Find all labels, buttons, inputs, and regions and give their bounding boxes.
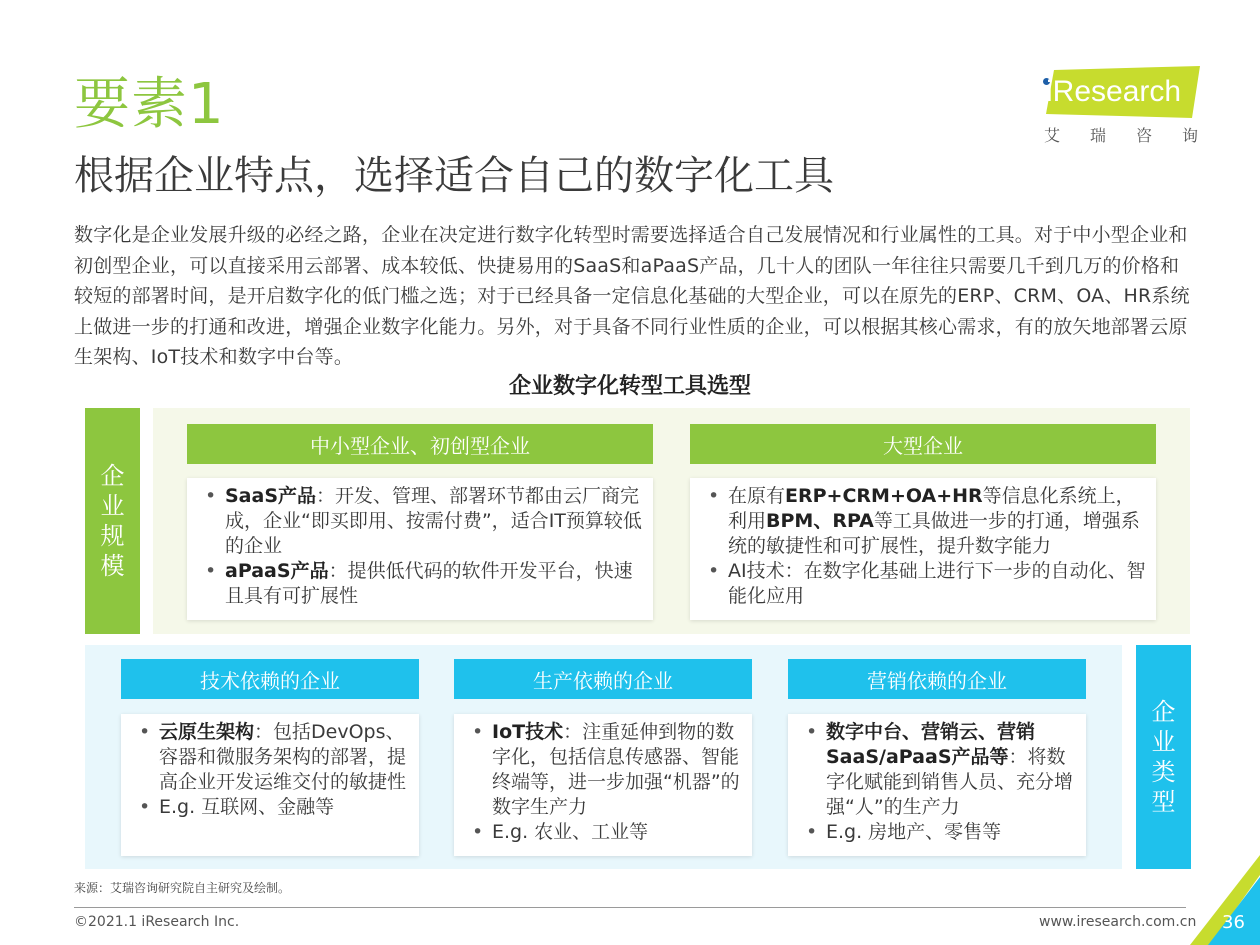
enterprise-scale-label (85, 408, 140, 634)
list-item: • E.g. 互联网、金融等 (135, 795, 409, 820)
label-char: 业 (1151, 728, 1176, 756)
intro-paragraph: 数字化是企业发展升级的必经之路，企业在决定进行数字化转型时需要选择适合自己发展情况和行业属性的工具。对于中小型企业和初创型企业，可以直接采用云部署、成本较低、快捷易用的SaaS和aPaaS产品，几十人的团队一年往往只需要几千到几万的价格和较短的部署时间，是开启数字化的低门槛之选；对于已经具备一定信息化基础的大型企业，可以在原先的ERP、CRM、OA、HR系统上做进一步的打通和改进，增强企业数字化能力。另外，对于具备不同行业性质的企业，可以根据其核心需求，有的放矢地部署云原生架构、IoT技术和数字中台等。 (74, 224, 1190, 368)
marketing-dependent-card (788, 714, 1086, 856)
list-item: • 在原有ERP+CRM+OA+HR等信息化系统上，利用BPM、RPA等工具做进一步的打通，增强系统的敏捷性和可扩展性，提升数字能力 (704, 484, 1146, 559)
tech-dependent-card (121, 714, 419, 856)
list-item: • E.g. 农业、工业等 (468, 820, 742, 845)
marketing-dependent-header: 营销依赖的企业 (788, 659, 1086, 699)
logo-chinese-name (1044, 123, 1198, 146)
list-item: • IoT技术：注重延伸到物的数字化，包括信息传感器、智能终端等，进一步加强“机器”的数字生产力 (468, 720, 742, 820)
list-item: • SaaS产品：开发、管理、部署环节都由云厂商完成，企业“即买即用、按需付费”，适合IT预算较低的企业 (201, 484, 643, 559)
label-char: 规 (100, 522, 125, 550)
label-char: 企 (100, 462, 125, 490)
large-enterprise-header: 大型企业 (690, 424, 1156, 464)
tech-dependent-header: 技术依赖的企业 (121, 659, 419, 699)
logo-char: 艾 (1044, 126, 1061, 145)
diagram-title: 企业数字化转型工具选型 (508, 374, 751, 399)
sme-startup-header: 中小型企业、初创型企业 (187, 424, 653, 464)
footer-divider (74, 907, 1186, 908)
logo-char: 瑞 (1089, 126, 1106, 145)
production-dependent-header: 生产依赖的企业 (454, 659, 752, 699)
list-item: • 数字中台、营销云、营销SaaS/aPaaS产品等：将数字化赋能到销售人员、充分增强“人”的生产力 (802, 720, 1076, 820)
label-char: 业 (100, 492, 125, 520)
section-title: 要素1 (74, 72, 225, 137)
label-char: 类 (1151, 758, 1176, 786)
page-number: 36 (1222, 912, 1245, 933)
list-item: • aPaaS产品：提供低代码的软件开发平台，快速且具有可扩展性 (201, 559, 643, 609)
enterprise-type-label (1136, 645, 1191, 869)
source-note: 来源：艾瑞咨询研究院自主研究及绘制。 (74, 881, 291, 895)
logo-char: 询 (1181, 126, 1198, 145)
list-item: • E.g. 房地产、零售等 (802, 820, 1076, 845)
label-char: 型 (1151, 788, 1176, 816)
iresearch-logo (1040, 66, 1200, 146)
copyright-text: ©2021.1 iResearch Inc. (74, 914, 240, 930)
page-subtitle: 根据企业特点，选择适合自己的数字化工具 (74, 153, 834, 199)
list-item: • 云原生架构：包括DevOps、容器和微服务架构的部署，提高企业开发运维交付的敏捷性 (135, 720, 409, 795)
label-char: 企 (1151, 698, 1176, 726)
list-item: • AI技术：在数字化基础上进行下一步的自动化、智能化应用 (704, 559, 1146, 609)
logo-wordmark: iResearch (1046, 75, 1182, 108)
large-enterprise-card (690, 478, 1156, 620)
label-char: 模 (100, 552, 125, 580)
logo-char: 咨 (1135, 126, 1152, 145)
sme-startup-card (187, 478, 653, 620)
production-dependent-card (454, 714, 752, 856)
corner-decoration-icon (1180, 855, 1260, 945)
website-link[interactable]: www.iresearch.com.cn (1039, 914, 1197, 930)
